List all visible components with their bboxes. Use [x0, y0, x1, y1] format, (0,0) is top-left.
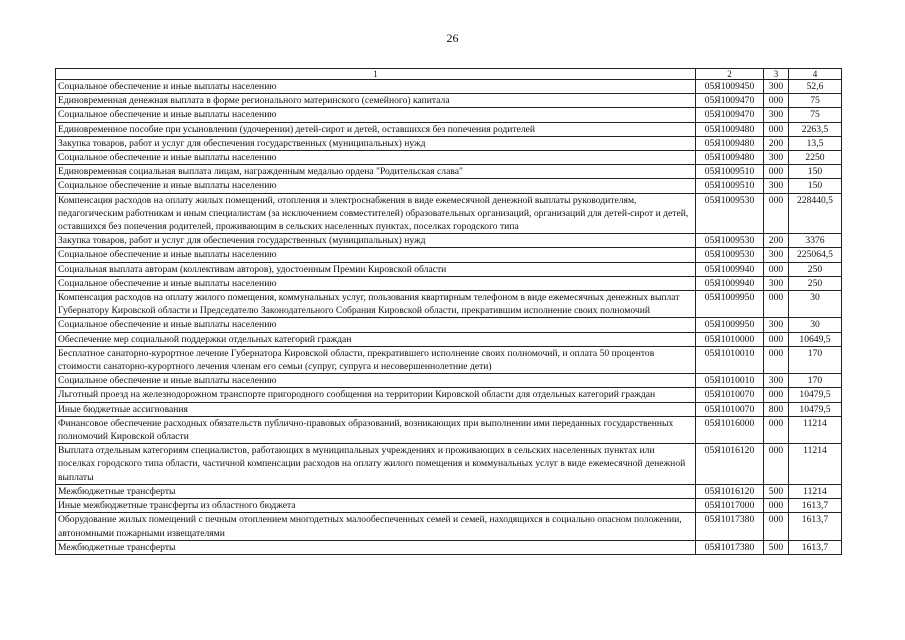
table-row: [56, 332, 842, 346]
table-row: [56, 374, 842, 388]
row-name-cell: Единовременная социальная выплата лицам, награжденным медалью ордена "Родительская слава": [56, 165, 696, 179]
table-row: [56, 318, 842, 332]
row-type-cell: 000: [764, 94, 789, 108]
row-amount-cell: 2263,5: [789, 122, 842, 136]
table-row: [56, 484, 842, 498]
row-type-cell: 000: [764, 513, 789, 540]
row-name-cell: Льготный проезд на железнодорожном транспорте пригородного сообщения на территории Кировской области для отдельных категорий граждан: [56, 388, 696, 402]
table-row: [56, 94, 842, 108]
row-type-cell: 200: [764, 234, 789, 248]
table-row: [56, 513, 842, 540]
table-row: [56, 151, 842, 165]
row-name-cell: Финансовое обеспечение расходных обязательств публично-правовых образований, возникающих при выполнении ими переданных государственных полномочий Кировской области: [56, 416, 696, 443]
row-name-cell: Социальное обеспечение и иные выплаты населению: [56, 179, 696, 193]
row-name-cell: Иные межбюджетные трансферты из областного бюджета: [56, 499, 696, 513]
row-name-cell: Межбюджетные трансферты: [56, 484, 696, 498]
table-row: [56, 540, 842, 554]
column-header: 1: [56, 69, 696, 80]
row-code-cell: 05Я1016120: [696, 484, 764, 498]
row-amount-cell: 150: [789, 165, 842, 179]
row-name-cell: Бесплатное санаторно-курортное лечение Губернатора Кировской области, прекратившего исполнение своих полномочий, и оплата 50 процентов стоимости санаторно-курортного лечения членам его семьи (супруг, супруга и несовершеннолетние дети): [56, 346, 696, 373]
row-name-cell: Социальное обеспечение и иные выплаты населению: [56, 80, 696, 94]
row-amount-cell: 10479,5: [789, 388, 842, 402]
row-code-cell: 05Я1017380: [696, 513, 764, 540]
table-row: [56, 122, 842, 136]
row-name-cell: Единовременное пособие при усыновлении (удочерении) детей-сирот и детей, оставшихся без попечения родителей: [56, 122, 696, 136]
row-code-cell: 05Я1010010: [696, 346, 764, 373]
column-header: 4: [789, 69, 842, 80]
row-type-cell: 000: [764, 165, 789, 179]
row-type-cell: 800: [764, 402, 789, 416]
table-row: [56, 388, 842, 402]
row-amount-cell: 250: [789, 262, 842, 276]
row-type-cell: 000: [764, 499, 789, 513]
row-amount-cell: 3376: [789, 234, 842, 248]
row-type-cell: 300: [764, 151, 789, 165]
row-amount-cell: 10649,5: [789, 332, 842, 346]
table-row: [56, 108, 842, 122]
row-type-cell: 200: [764, 136, 789, 150]
row-type-cell: 000: [764, 291, 789, 318]
row-code-cell: 05Я1009480: [696, 136, 764, 150]
row-name-cell: Компенсация расходов на оплату жилого помещения, коммунальных услуг, пользования квартирным телефоном в виде ежемесячных денежных выплат Губернатору Кировской области и Председателю Законодательного Собрания Кировской области, прекратившим исполнение своих полномочий: [56, 291, 696, 318]
row-name-cell: Иные бюджетные ассигнования: [56, 402, 696, 416]
row-type-cell: 300: [764, 374, 789, 388]
row-amount-cell: 225064,5: [789, 248, 842, 262]
row-name-cell: Закупка товаров, работ и услуг для обеспечения государственных (муниципальных) нужд: [56, 136, 696, 150]
column-header: 3: [764, 69, 789, 80]
row-type-cell: 300: [764, 179, 789, 193]
table-row: [56, 193, 842, 234]
row-code-cell: 05Я1009530: [696, 234, 764, 248]
row-type-cell: 300: [764, 80, 789, 94]
row-code-cell: 05Я1017380: [696, 540, 764, 554]
table-row: [56, 444, 842, 485]
row-amount-cell: 1613,7: [789, 499, 842, 513]
row-code-cell: 05Я1009450: [696, 80, 764, 94]
row-name-cell: Компенсация расходов на оплату жилых помещений, отопления и электроснабжения в виде ежемесячной денежной выплаты руководителям, педагогическим работникам и иным специалистам (за исключением совместителей) образовательных организаций, организаций для детей-сирот и детей, оставшихся без попечения родителей, проживающим в сельских населенных пунктах, поселках городского типа: [56, 193, 696, 234]
row-code-cell: 05Я1009950: [696, 291, 764, 318]
row-type-cell: 300: [764, 276, 789, 290]
row-name-cell: Социальное обеспечение и иные выплаты населению: [56, 318, 696, 332]
row-code-cell: 05Я1009530: [696, 248, 764, 262]
row-amount-cell: 170: [789, 374, 842, 388]
row-code-cell: 05Я1017000: [696, 499, 764, 513]
row-type-cell: 500: [764, 484, 789, 498]
row-amount-cell: 150: [789, 179, 842, 193]
row-code-cell: 05Я1009470: [696, 108, 764, 122]
row-amount-cell: 250: [789, 276, 842, 290]
row-name-cell: Единовременная денежная выплата в форме регионального материнского (семейного) капитала: [56, 94, 696, 108]
row-name-cell: Социальная выплата авторам (коллективам авторов), удостоенным Премии Кировской области: [56, 262, 696, 276]
row-type-cell: 000: [764, 388, 789, 402]
row-amount-cell: 11214: [789, 484, 842, 498]
row-code-cell: 05Я1009480: [696, 151, 764, 165]
row-name-cell: Социальное обеспечение и иные выплаты населению: [56, 374, 696, 388]
row-amount-cell: 30: [789, 318, 842, 332]
row-code-cell: 05Я1010070: [696, 402, 764, 416]
row-type-cell: 000: [764, 346, 789, 373]
table-row: [56, 234, 842, 248]
row-code-cell: 05Я1009950: [696, 318, 764, 332]
row-code-cell: 05Я1010000: [696, 332, 764, 346]
row-code-cell: 05Я1009510: [696, 179, 764, 193]
row-type-cell: 300: [764, 248, 789, 262]
row-code-cell: 05Я1009480: [696, 122, 764, 136]
table-row: [56, 80, 842, 94]
row-amount-cell: 13,5: [789, 136, 842, 150]
row-name-cell: Социальное обеспечение и иные выплаты населению: [56, 108, 696, 122]
row-amount-cell: 11214: [789, 416, 842, 443]
row-amount-cell: 1613,7: [789, 540, 842, 554]
row-code-cell: 05Я1009470: [696, 94, 764, 108]
row-code-cell: 05Я1009510: [696, 165, 764, 179]
row-amount-cell: 30: [789, 291, 842, 318]
row-type-cell: 000: [764, 193, 789, 234]
row-amount-cell: 2250: [789, 151, 842, 165]
table-row: [56, 276, 842, 290]
budget-table: [55, 68, 842, 555]
row-type-cell: 000: [764, 444, 789, 485]
row-name-cell: Обеспечение мер социальной поддержки отдельных категорий граждан: [56, 332, 696, 346]
row-amount-cell: 1613,7: [789, 513, 842, 540]
row-code-cell: 05Я1009530: [696, 193, 764, 234]
row-name-cell: Межбюджетные трансферты: [56, 540, 696, 554]
table-row: [56, 291, 842, 318]
row-code-cell: 05Я1016000: [696, 416, 764, 443]
row-name-cell: Выплата отдельным категориям специалистов, работающих в муниципальных учреждениях и проживающих в сельских населенных пунктах или поселках городского типа области, частичной компенсации расходов на оплату жилого помещения и коммунальных услуг в виде ежемесячной денежной выплаты: [56, 444, 696, 485]
table-row: [56, 165, 842, 179]
row-type-cell: 500: [764, 540, 789, 554]
row-name-cell: Социальное обеспечение и иные выплаты населению: [56, 151, 696, 165]
table-row: [56, 262, 842, 276]
row-amount-cell: 75: [789, 108, 842, 122]
row-amount-cell: 11214: [789, 444, 842, 485]
page-number: 26: [446, 31, 459, 45]
row-code-cell: 05Я1009940: [696, 276, 764, 290]
row-code-cell: 05Я1010010: [696, 374, 764, 388]
row-type-cell: 000: [764, 122, 789, 136]
row-name-cell: Социальное обеспечение и иные выплаты населению: [56, 248, 696, 262]
row-amount-cell: 10479,5: [789, 402, 842, 416]
row-code-cell: 05Я1016120: [696, 444, 764, 485]
row-amount-cell: 52,6: [789, 80, 842, 94]
row-type-cell: 300: [764, 108, 789, 122]
row-type-cell: 000: [764, 332, 789, 346]
row-type-cell: 000: [764, 262, 789, 276]
row-name-cell: Оборудование жилых помещений с печным отоплением многодетных малообеспеченных семей и семей, находящихся в социально опасном положении, автономными пожарными извещателями: [56, 513, 696, 540]
row-amount-cell: 170: [789, 346, 842, 373]
row-name-cell: Закупка товаров, работ и услуг для обеспечения государственных (муниципальных) нужд: [56, 234, 696, 248]
row-code-cell: 05Я1009940: [696, 262, 764, 276]
row-code-cell: 05Я1010070: [696, 388, 764, 402]
row-amount-cell: 75: [789, 94, 842, 108]
table-row: [56, 179, 842, 193]
table-row: [56, 402, 842, 416]
table-header-row: [56, 69, 842, 80]
table-row: [56, 136, 842, 150]
row-amount-cell: 228440,5: [789, 193, 842, 234]
table-row: [56, 499, 842, 513]
row-type-cell: 000: [764, 416, 789, 443]
row-name-cell: Социальное обеспечение и иные выплаты населению: [56, 276, 696, 290]
table-row: [56, 248, 842, 262]
table-row: [56, 416, 842, 443]
row-type-cell: 300: [764, 318, 789, 332]
table-row: [56, 346, 842, 373]
column-header: 2: [696, 69, 764, 80]
